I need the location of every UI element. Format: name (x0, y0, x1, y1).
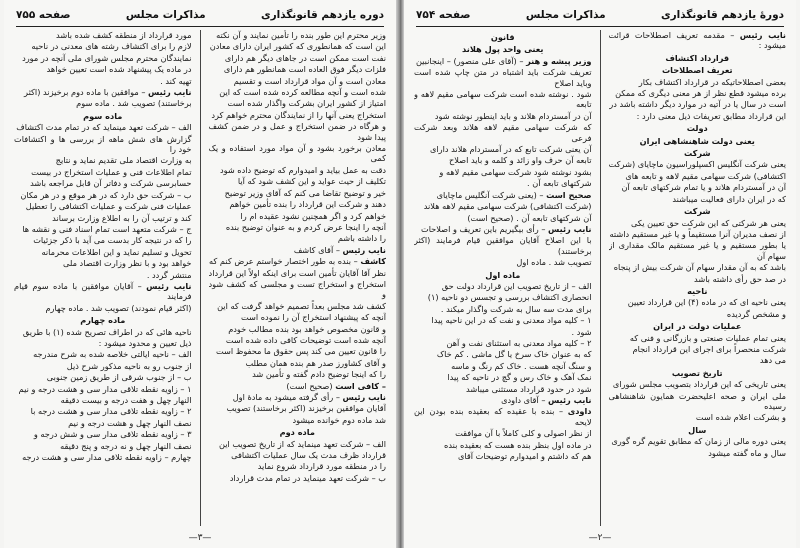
speaker-name: نایب رئیس (342, 392, 386, 402)
text-line: دقت به عمل بیاید و امیدوارم که توضیح داده شود (219, 164, 386, 175)
text-line: این قرارداد مطابق تعریفات ذیل معنی دارد : (636, 110, 786, 121)
text-line: گزارش های شش ماهه از بررسی ها و اکتشافات خود را (14, 133, 192, 155)
speaker-name: نایب رئیس (342, 244, 386, 255)
text-line: تکلیف از حیث عواید و این کشف شود که آیا (237, 176, 386, 187)
section-heading: تعریف اصطلاحات (661, 65, 733, 76)
page-footer: —۳— (188, 533, 212, 543)
text-line: نفت است ممکن است در جاهای دیگر هم دارای (224, 52, 386, 63)
text-line: انحصاری اکتشاف بررسی و تجسس دو ناحیه (۱) (427, 292, 592, 303)
text-line: شرکتهای تابعه آن . (526, 178, 592, 189)
text-line: ۲ – زاویه نقطه تلاقی مدار سی و هشت درجه با (30, 406, 192, 417)
text-line: در ماده اول بنظر بنده هست که بعقیده بنده (444, 439, 592, 450)
text-line: و هرگاه در ضمن استخراج و عمل و در ضمن کشف پیدا شود (208, 121, 386, 142)
text-line: الف – ناحیه ایالتی خلاصه شده به شرح مندرجه (33, 349, 192, 360)
text-line: تحویل و تسلیم نماید و این اطلاعات محرمانه (41, 246, 192, 257)
section-heading: شرکت (683, 148, 711, 159)
speaker-text: – آقای کاشف (293, 244, 343, 255)
speaker-text: – موافقین با ماده دوم برخیزند (اکثر (24, 87, 149, 98)
text-line: مورد قرارداد از منطقه کشف شده باشد (56, 30, 192, 40)
text-line: فلزات دیگر فوق العاده است همانطور هم دارای (223, 64, 386, 75)
text-line: با این اصلاح آقایان موافقین قیام فرمایند (اکثر برخاستند) (414, 235, 592, 256)
text-line: یعنی دوره مالی از زمان که مطابق تقویم گره گوری (611, 436, 786, 447)
text-line: منتشر گردد . (146, 269, 192, 280)
column-divider (600, 30, 601, 526)
speaker-name: کاشف (360, 256, 386, 267)
text-line: ذیل تعیین و محدود میشود : (98, 337, 192, 348)
text-line: اکتشافی) شرکت سهامی مقیم لاهه و تابعه های (625, 170, 786, 181)
text-line: تعریف شرکت باید اشتباه در متن چاپ شده است وباید اصلاح (414, 67, 592, 88)
speaker-name: نایب رئیس (739, 30, 786, 40)
text-line: ۲ – کلیه مواد معدنی به استثنای نفت و آهن (446, 337, 592, 348)
text-line: لازم را برای اکتشاف رشته های معدنی در ناحیه (31, 41, 192, 52)
text-line: به وزارت اقتصاد ملی تقدیم نماید و نتایج (55, 155, 192, 166)
section-heading: ناحیه (687, 285, 708, 296)
section-heading: تاریخ تصویب (671, 367, 723, 378)
text-line: نظر آقا آقایان تأمین است برای اینکه اولاً این قرارداد (208, 267, 386, 278)
text-line: و قانون مخصوص خواهد بود بنده مطالب خودم (228, 323, 386, 334)
speaker-line (609, 30, 787, 51)
text-line: معادن است و آن مواد قرارداد است و تقسیم (233, 75, 386, 86)
text-line: خواهد بود و با نظر وزارت اقتصاد ملی (63, 258, 192, 269)
text-line: الف – شرکت تعهد مینماید که در تمام مدت اکتشاف (16, 122, 192, 133)
header-title: مذاکرات مجلس (125, 9, 206, 21)
text-line: را قانون تعیین می کند پس حقوق ما محفوظ است (215, 346, 386, 357)
text-line: النهار چهل و هفت درجه و بیست دقیقه (60, 395, 192, 405)
text-line: ناحیه هائی که در اطراف تصریح شده (۱) با طریق (22, 326, 192, 337)
text-line: ج – شرکت متعهد است تمام اسناد فنی و نقشه ها (22, 223, 192, 234)
column-right (609, 30, 787, 526)
speaker-name: نایب رئیس (548, 223, 592, 234)
speaker-text: – آقایان موافقین با ماده سوم قیام فرمایند (14, 280, 192, 302)
text-line: بشود نوشته شود شرکت سهامی مقیم لاهه و (439, 166, 592, 177)
speaker-text: – بنده با عقیده که بعقیده بنده بودن این لایحه (414, 406, 592, 427)
speaker-text: (صحیح است) (286, 380, 336, 391)
section-heading: قانون (490, 32, 515, 42)
text-line: نصف النهار چهل و هشت درجه و نیم (68, 417, 192, 428)
speaker-text: – (یعنی شرکت آنگلیس ماچایای (436, 189, 547, 200)
speaker-line (209, 245, 387, 255)
text-line: قرارداد ظرف مدت یک سال عملیات اکتشافی (231, 450, 386, 461)
speaker-line (209, 392, 387, 402)
page-755 (4, 0, 396, 548)
header-session: دوره یازدهم قانونگذاری (260, 9, 384, 21)
text-line: آن در آمستردام هلاند و یا تمام شرکتهای تابعه آن (621, 182, 786, 193)
speaker-line (14, 281, 192, 302)
text-line: می دهد (759, 355, 786, 366)
speaker-name: نایب رئیس (146, 280, 192, 291)
text-line: (شرکت اکتشافی) شرکت سهامی مقیم لاهه هلاند (423, 201, 592, 212)
text-line: چهارم – زاویه نقطه تلاقی مدار سی و هشت درجه (22, 452, 192, 463)
text-line: یعنی ناحیه ای که در ماده (۴) این قرارداد تعیین (627, 297, 786, 308)
text-line: حسابرسی شرکت و دفاتر آن قابل مراجعه باشد (30, 178, 192, 189)
text-line: استخراج و استخراج تست و مجلسی که کشف شود و (208, 278, 386, 300)
speaker-name: صحیح است (546, 189, 592, 200)
section-heading: ماده دوم (279, 427, 315, 438)
text-line: شود در حدود قرارداد مستثنی میباشد (466, 383, 592, 394)
text-line: امتیاز از کشور ایران بشرکت واگذار شده است (227, 98, 386, 109)
text-line: شده است و آنچه مطالعه کرده شده است که این (219, 87, 386, 98)
speaker-line (209, 256, 387, 266)
text-line: شرکت منحصراً برای اجرای این قرارداد انجام (632, 343, 786, 354)
page-header (16, 6, 384, 27)
text-line: باشد که به آن مقدار سهام آن شرکت بیش از پنجاه (613, 262, 786, 273)
text-columns (414, 30, 786, 526)
section-heading: شرکت (683, 206, 711, 217)
text-line: و آقای کشاورز صدر هم بنده همان مطلب (245, 357, 386, 368)
text-line: که در ایران دارای فعالیت میباشند (672, 193, 786, 204)
text-line: را در منطقه مورد قرارداد شروع نماید (257, 461, 386, 472)
text-line: خیر و توضیح تقاضا می کنم که آقای وزیر توضیح (224, 187, 386, 198)
text-line: الف – شرکت تعهد مینماید که از تاریخ تصویب این (218, 438, 386, 449)
text-line: یعنی تمام عملیات صنعتی و بازرگانی و فنی که (629, 332, 786, 343)
text-line: این است که همانطوری که کشور ایران دارای معادن (209, 41, 386, 52)
text-line: که شرکت سهامی مقیم لاهه هلاند وبعد شرکت فرعی (414, 122, 592, 143)
section-heading: دولت (686, 123, 708, 134)
text-line: شود . (571, 326, 592, 337)
text-line: آقایان موافقین برخیزند (اکثر برخاستند) تصویب (226, 403, 386, 414)
text-line: بعضی اصطلاحاتیکه در قرارداد اکتشاف بکار (638, 76, 786, 87)
speaker-name: نایب رئیس (548, 395, 592, 405)
column-divider (200, 30, 201, 526)
section-heading: ماده اول (485, 269, 521, 280)
section-heading: قرارداد اکتشاف (665, 52, 730, 63)
text-line: کشف شد مجلس بعداً تصمیم خواهد گرفت که این (217, 300, 386, 311)
text-line: را که اینجا توضیح دادم گفته و تأمین شد (252, 369, 386, 380)
speaker-name: وزیر پیشه و هنر (526, 55, 592, 66)
speaker-name: نایب رئیس (148, 87, 192, 98)
section-heading: ماده سوم (83, 110, 123, 121)
book-gutter (396, 0, 404, 548)
text-line: از جنوب رو به ناحیه مذکور شرح ذیل (66, 360, 192, 371)
speaker-line (14, 87, 192, 97)
column-left (414, 30, 592, 526)
speaker-text: – (آقای علی منصور) – اینجانبین (415, 55, 527, 66)
text-line: برخاستند) تصویب شد . ماده سوم (76, 98, 192, 109)
text-line: و بشرکت اعلام شده است (695, 412, 786, 423)
text-line: آن شرکتهای تابعه آن . (صحیح است) (467, 212, 592, 223)
section-heading: یعنی دولت شاهنشاهی ایران (639, 135, 755, 146)
text-line: سال و ماه گفته میشود (708, 447, 786, 458)
section-heading: عملیات دولت در ایران (653, 321, 742, 332)
text-line: آن در آمستردام هلاند و باید اینطور نوشته شود (434, 110, 592, 121)
text-line: نمک آهک و خاک رس و گچ در ناحیه که پیدا (447, 372, 592, 383)
text-line: شد ماده دوم خوانده میشود (292, 414, 386, 425)
text-line: خواهم کرد و اگر همچنین نشود عقیده ام را (240, 210, 386, 221)
speaker-text: – مقدمه تعریف اصطلاحات قرائت میشود : (608, 30, 786, 51)
text-line: یعنی هر شرکتی که این شرکت حق تعیین یکی (630, 217, 786, 228)
speaker-line (209, 381, 387, 391)
section-heading: سال (688, 424, 707, 435)
text-line: آنچه شده است توضیحات کافی داده شده است (225, 334, 386, 345)
text-line: در ماده یک پیشنهاد شده است تعیین خواهد (46, 64, 192, 75)
text-line: یا بطور مستقیم و یا غیر مستقیم مالک مقداری از سهام آن (608, 240, 786, 261)
page-header (416, 6, 784, 27)
speaker-line (414, 395, 592, 405)
header-session: دورهٔ یازدهم قانونگذاری (660, 9, 784, 21)
text-line: عملیات فنی شرکت و عملیات اکتشافی را تعطیل (25, 201, 192, 212)
text-line: را که در نتیجه کار بدست می آید با ذکر جزئیات (33, 235, 192, 246)
text-line: هم که داشتم و امیدوارم توضیحات آقای (457, 451, 592, 462)
text-line: آن یعنی شرکت تابع که در آمستردام هلاند دارای (429, 144, 592, 155)
text-line: دهند و شرکت این قرارداد را بنده تأمین خواهم (229, 199, 386, 210)
text-line: تهیه کند . (160, 75, 192, 86)
header-page-number: صفحه ۷۵۵ (16, 9, 71, 21)
speaker-text: – رأی بیگیریم باین تعریف و اصلاحات (420, 223, 549, 234)
text-line: برای مدت سه سال به شرکت واگذار میکند . (440, 303, 592, 314)
text-line: معادن برخورد بشود و آن مواد مورد استفاده و یک کمی (208, 143, 386, 164)
text-line: آنچه را اینجا عرض کردم و به عنوان توضیح بنده (225, 221, 386, 232)
speaker-line (414, 406, 592, 427)
speaker-line (414, 56, 592, 66)
text-line: و سنگ آنچه هست . خاک کم رنگ و ماسه (451, 360, 592, 371)
column-right (209, 30, 387, 526)
text-line: از نصف مدیران آنرا مستقیماً و یا غیر مستقیم داشته (609, 228, 786, 239)
text-line: نصف النهار چهل و نه درجه و پنج دقیقه (60, 440, 192, 451)
text-line: ب – شرکت تعهد مینماید در تمام مدت قرارداد (229, 472, 386, 483)
text-line: نمایندگان محترم مجلس شورای ملی آنچه در مورد (22, 52, 192, 63)
section-heading: یعنی واحد پول هلاند (462, 44, 544, 55)
text-line: از نظر اصولی و کلی کاملاً با آن موافقت (455, 428, 592, 439)
text-line: تصویب شد . ماده اول (516, 257, 592, 268)
text-line: یعنی تاریخی که این قرارداد بتصویب مجلس شورای (612, 379, 786, 390)
text-line: ۳ – زاویه نقطه تلاقی مدار سی و شش درجه و (33, 429, 192, 440)
text-line: ۱ – کلیه مواد معدنی و نفت که در این ناحیه پیدا (431, 315, 592, 326)
text-line: شود . نوشته شده است شرکت سهامی مقیم لاهه و تابعه (414, 89, 592, 110)
text-line: استخراج یعنی آنها را از نمایندگان محترم خواهم کرد (211, 109, 386, 120)
text-line: تابعه آن حرف واو زائد و کلمه و باید اصلاح (448, 155, 592, 166)
text-line: و مشخص گردیده (726, 308, 786, 319)
section-heading: ماده چهارم (80, 315, 126, 326)
text-line: آنچه که پیشنهاد استخراج آن را نموده است (240, 312, 386, 323)
text-line: برده میشود قطع نظر از هر معنی دیگری که ممکن (615, 88, 786, 99)
text-line: (اکثر قیام نمودند) تصویب شد . ماده چهارم (45, 302, 192, 313)
text-line: است در سال یا در آتیه در موارد دیگر داشته باشد در (609, 99, 786, 110)
column-left (14, 30, 192, 526)
page-754 (404, 0, 796, 548)
header-title: مذاکرات مجلس (525, 9, 606, 21)
text-columns (14, 30, 386, 526)
header-page-number: صفحه ۷۵۴ (416, 9, 471, 21)
text-line: را داشته باشم (337, 233, 386, 244)
text-line: وزیر محترم این طور بنده را تأمین نمایند و آن نکته (216, 30, 386, 40)
speaker-line (414, 224, 592, 234)
speaker-text: – بنده به طور اختصار خواستم عرض کنم که (209, 256, 361, 267)
text-line: ۱ – زاویه نقطه تلاقی مدار سی و هشت درجه و نیم (18, 383, 192, 394)
speaker-text: – آقای داودی (501, 395, 549, 405)
page-footer: —۲— (588, 533, 612, 543)
text-line: که به عنوان خاک سرخ یا گل ماشی . کم خاک (436, 349, 592, 360)
speaker-line (414, 190, 592, 200)
text-line: ب – شرکت حق دارد که در هر موقع و در هر مکان (20, 189, 192, 200)
text-line: ب – از جنوب شرقی از طریق زمین جنوبی (46, 372, 192, 383)
text-line: الف – از تاریخ تصویب این قرارداد دولت حق (441, 280, 592, 291)
text-line: کند و ترتیب آن را به اطلاع وزارت برساند (52, 212, 192, 223)
speaker-name: – کافی است (335, 380, 386, 391)
text-line: در صد حق رأی داشته باشد (694, 273, 786, 284)
text-line: ملی ایران و صحه اعلیحضرت همایون شاهنشاهی رسیده (608, 390, 786, 411)
text-line: یعنی شرکت آنگلیس اکسپلوراسیون ماچایای (شرکت (608, 159, 786, 170)
speaker-name: داودی (567, 406, 592, 417)
text-line: تمام اطلاعات فنی و عملیات استخراج در بیست (31, 166, 192, 177)
speaker-text: – رأی گرفته میشود به مادهٔ اول (232, 392, 343, 402)
